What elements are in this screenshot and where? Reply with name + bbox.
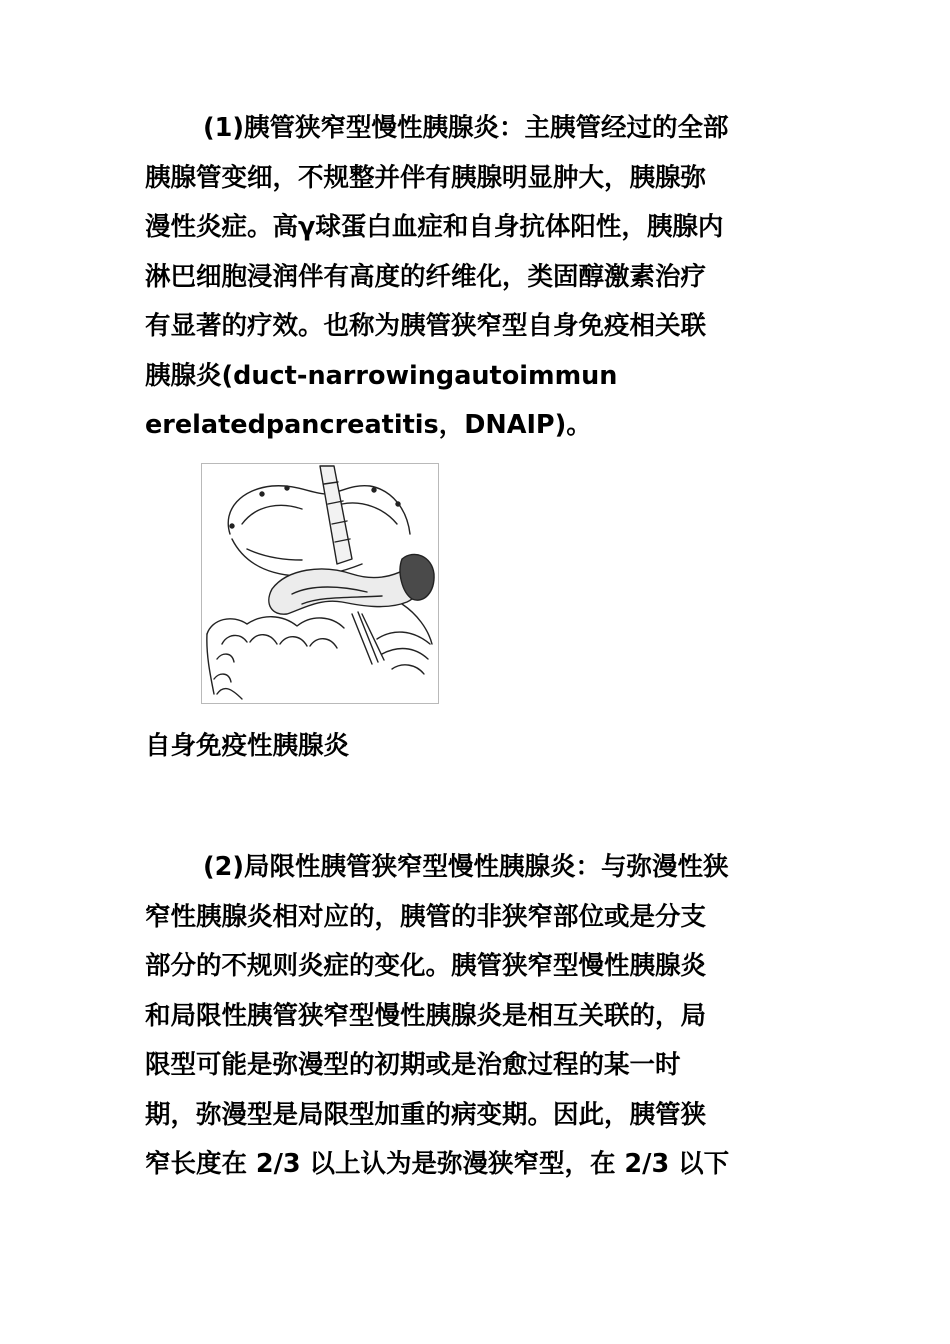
paragraph-1	[145, 104, 810, 451]
paragraph-1-line: 漫性炎症。高γ球蛋白血症和自身抗体阳性，胰腺内	[145, 212, 724, 242]
paragraph-1-line: 有显著的疗效。也称为胰管狭窄型自身免疫相关联	[145, 311, 707, 341]
paragraph-1-line: 胰腺管变细，不规整并伴有胰腺明显肿大，胰腺弥	[145, 162, 707, 193]
paragraph-2-line: 限型可能是弥漫型的初期或是治愈过程的某一时	[145, 1050, 681, 1080]
figure-caption: 自身免疫性胰腺炎	[145, 731, 350, 761]
paragraph-1-line: erelatedpancreatitis，DNAIP)。	[145, 410, 592, 440]
paragraph-2-line: 期，弥漫型是局限型加重的病变期。因此，胰管狭	[145, 1099, 707, 1130]
paragraph-1-line: 胰腺炎(duct-narrowingautoimmun	[145, 360, 618, 391]
paragraph-2	[145, 843, 810, 1190]
paragraph-2-line: 和局限性胰管狭窄型慢性胰腺炎是相互关联的，局	[145, 1000, 707, 1031]
pancreas-illustration	[201, 463, 439, 704]
paragraph-1-line: (1)胰管狭窄型慢性胰腺炎：主胰管经过的全部	[203, 113, 729, 143]
pancreas-drawing	[202, 464, 438, 703]
paragraph-2-line: 窄性胰腺炎相对应的，胰管的非狭窄部位或是分支	[145, 901, 707, 932]
paragraph-2-line: 窄长度在 2/3 以上认为是弥漫狭窄型，在 2/3 以下	[145, 1149, 730, 1179]
paragraph-2-line: (2)局限性胰管狭窄型慢性胰腺炎：与弥漫性狭	[203, 852, 729, 882]
paragraph-1-line: 淋巴细胞浸润伴有高度的纤维化，类固醇激素治疗	[145, 261, 707, 292]
paragraph-2-line: 部分的不规则炎症的变化。胰管狭窄型慢性胰腺炎	[145, 951, 707, 981]
